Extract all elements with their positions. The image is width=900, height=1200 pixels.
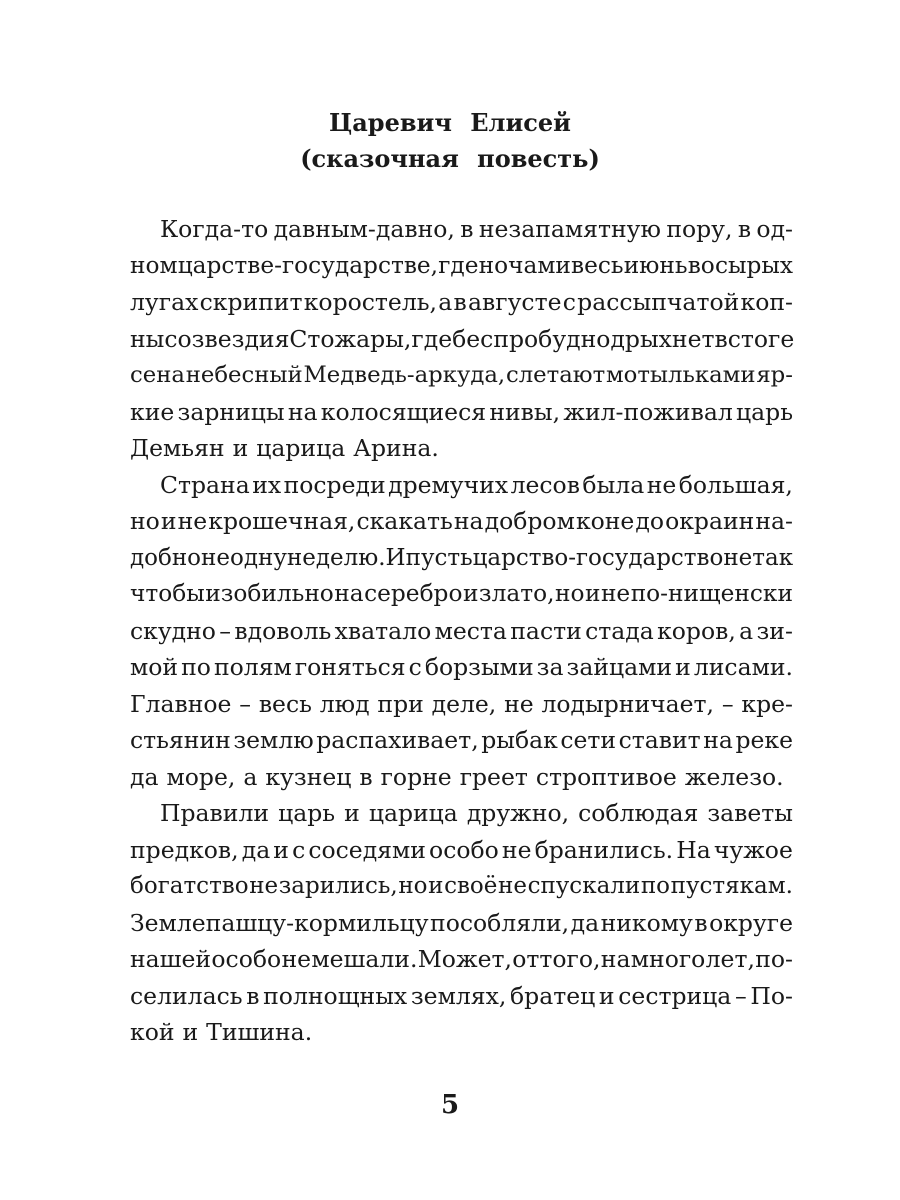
chapter-title: Царевич Елисей bbox=[329, 108, 571, 137]
paragraph bbox=[130, 795, 793, 1051]
text-line: добно не одну неделю. И пусть царство-государство не так bbox=[130, 544, 794, 571]
text-line: Правили царь и царица дружно, соблюдая заветы bbox=[160, 799, 793, 827]
text-line: чтобы изобильно на серебро и злато, но и не по-нищенски bbox=[130, 580, 793, 607]
text-line: Когда-то давным-давно, в незапамятную пору, в од- bbox=[160, 215, 793, 243]
text-line: селилась в полнощных землях, братец и сестрица – По- bbox=[130, 981, 793, 1010]
text-line: нашей особо не мешали. Может, оттого, на много лет, по- bbox=[130, 945, 793, 973]
text-line: кие зарницы на колосящиеся нивы, жил-поживал царь bbox=[130, 397, 793, 426]
paragraph bbox=[130, 211, 793, 467]
text-line: Главное – весь люд при деле, не лодырничает, – кре- bbox=[130, 689, 793, 718]
text-line: стьянин землю распахивает, рыбак сети ставит на реке bbox=[130, 726, 793, 754]
text-line: скудно – вдоволь хватало места пасти стада коров, а зи- bbox=[130, 616, 793, 645]
body-text bbox=[130, 211, 793, 1051]
text-line: сена небесный Медведь-аркуда, слетают мотыльками яр- bbox=[130, 362, 793, 388]
text-line: Землепашцу-кормильцу пособляли, да никому в округе bbox=[130, 908, 793, 937]
text-line: мой по полям гоняться с борзыми за зайцами и лисами. bbox=[130, 653, 793, 681]
text-line: ном царстве-государстве, где ночами весь июнь во сырых bbox=[130, 251, 793, 279]
text-line: кой и Тишина. bbox=[130, 1018, 313, 1046]
text-line: предков, да и с соседями особо не бранились. На чужое bbox=[130, 835, 793, 864]
text-line: ны созвездия Стожары, где беспробудно дрыхнет в стоге bbox=[130, 324, 795, 353]
text-line: Страна их посреди дремучих лесов была не большая, bbox=[160, 470, 793, 499]
text-line: Демьян и царица Арина. bbox=[130, 434, 439, 462]
text-line: богатство не зарились, но и своё не спускали по пустякам. bbox=[130, 873, 793, 899]
paragraph bbox=[130, 467, 793, 796]
text-line: да море, а кузнец в горне греет строптивое железо. bbox=[130, 762, 784, 791]
page-number: 5 bbox=[440, 1090, 460, 1120]
text-line: лугах скрипит коростель, а в августе с рассыпчатой коп- bbox=[130, 288, 793, 316]
chapter-subtitle: (сказочная повесть) bbox=[300, 144, 600, 173]
text-line: но и не крошечная, скакать на добром коне до окраин на- bbox=[130, 507, 793, 535]
